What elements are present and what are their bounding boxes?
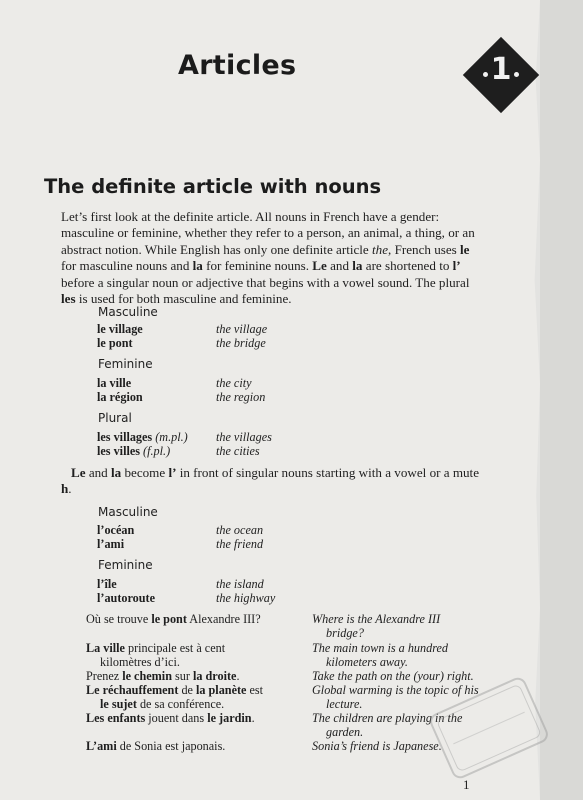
example-en: Global warming is the topic of his lecture. bbox=[312, 683, 479, 711]
vocab-en: the village bbox=[216, 322, 268, 336]
chapter-title: Articles bbox=[178, 50, 297, 81]
vocab-fr: l’île bbox=[97, 577, 117, 591]
plural-heading: Plural bbox=[98, 411, 132, 425]
page-number: 1 bbox=[463, 777, 470, 792]
feminine-heading: Feminine bbox=[98, 558, 153, 572]
vocab-en: the cities bbox=[216, 444, 260, 458]
example-fr: Prenez le chemin sur la droite. bbox=[86, 669, 240, 683]
vocab-en: the villages bbox=[216, 430, 272, 444]
vocab-fr: les villes (f.pl.) bbox=[97, 444, 171, 458]
vocab-en: the ocean bbox=[216, 523, 264, 537]
example-en: Sonia’s friend is Japanese. bbox=[312, 739, 442, 753]
elision-paragraph: Le and la become l’ in front of singular nouns starting with a vowel or a mute h. bbox=[61, 465, 480, 497]
vocab-fr: le pont bbox=[97, 336, 133, 350]
chapter-number-badge bbox=[462, 36, 540, 114]
vocab-fr: le village bbox=[97, 322, 143, 336]
example-en: Take the path on the (your) right. bbox=[312, 669, 474, 683]
vocab-en: the friend bbox=[216, 537, 264, 551]
example-fr: Les enfants jouent dans le jardin. bbox=[86, 711, 255, 725]
vocab-en: the city bbox=[216, 376, 252, 390]
vocab-fr: l’océan bbox=[97, 523, 135, 537]
masculine-heading: Masculine bbox=[98, 505, 158, 519]
example-en: The main town is a hundred kilometers away. bbox=[312, 641, 448, 669]
vocab-fr: la région bbox=[97, 390, 143, 404]
example-fr: Où se trouve le pont Alexandre III? bbox=[86, 612, 261, 626]
example-fr: La ville principale est à cent kilomètres d’ici. bbox=[86, 641, 226, 669]
vocab-fr: l’autoroute bbox=[97, 591, 155, 605]
section-heading: The definite article with nouns bbox=[44, 175, 382, 198]
next-page-edge bbox=[540, 0, 583, 800]
chapter-number: 1 bbox=[490, 52, 512, 87]
example-fr: Le réchauffement de la planète est le sujet de sa conférence. bbox=[86, 683, 264, 711]
feminine-heading: Feminine bbox=[98, 357, 153, 371]
vocab-en: the highway bbox=[216, 591, 276, 605]
vocab-fr: l’ami bbox=[97, 537, 125, 551]
vocab-en: the bridge bbox=[216, 336, 266, 350]
vocab-fr: les villages (m.pl.) bbox=[97, 430, 188, 444]
example-fr: L’ami de Sonia est japonais. bbox=[86, 739, 226, 753]
vocab-en: the island bbox=[216, 577, 264, 591]
badge-dot-right bbox=[514, 72, 519, 77]
intro-paragraph: Let’s first look at the definite article. All nouns in French have a gender: masculine or feminine, whether they refer to a person, an animal, a thing, or an abstract notion. While English has only one definite article the, French uses le for masculine nouns and la for feminine nouns. Le and la are shortened to l’ before a singular noun or adjective that begins with a vowel sound. The plural les is used for both masculine and feminine. bbox=[61, 209, 475, 307]
example-en: The children are playing in the garden. bbox=[312, 711, 463, 739]
example-en: Where is the Alexandre III bridge? bbox=[312, 612, 441, 640]
vocab-fr: la ville bbox=[97, 376, 132, 390]
vocab-en: the region bbox=[216, 390, 266, 404]
masculine-heading: Masculine bbox=[98, 305, 158, 319]
